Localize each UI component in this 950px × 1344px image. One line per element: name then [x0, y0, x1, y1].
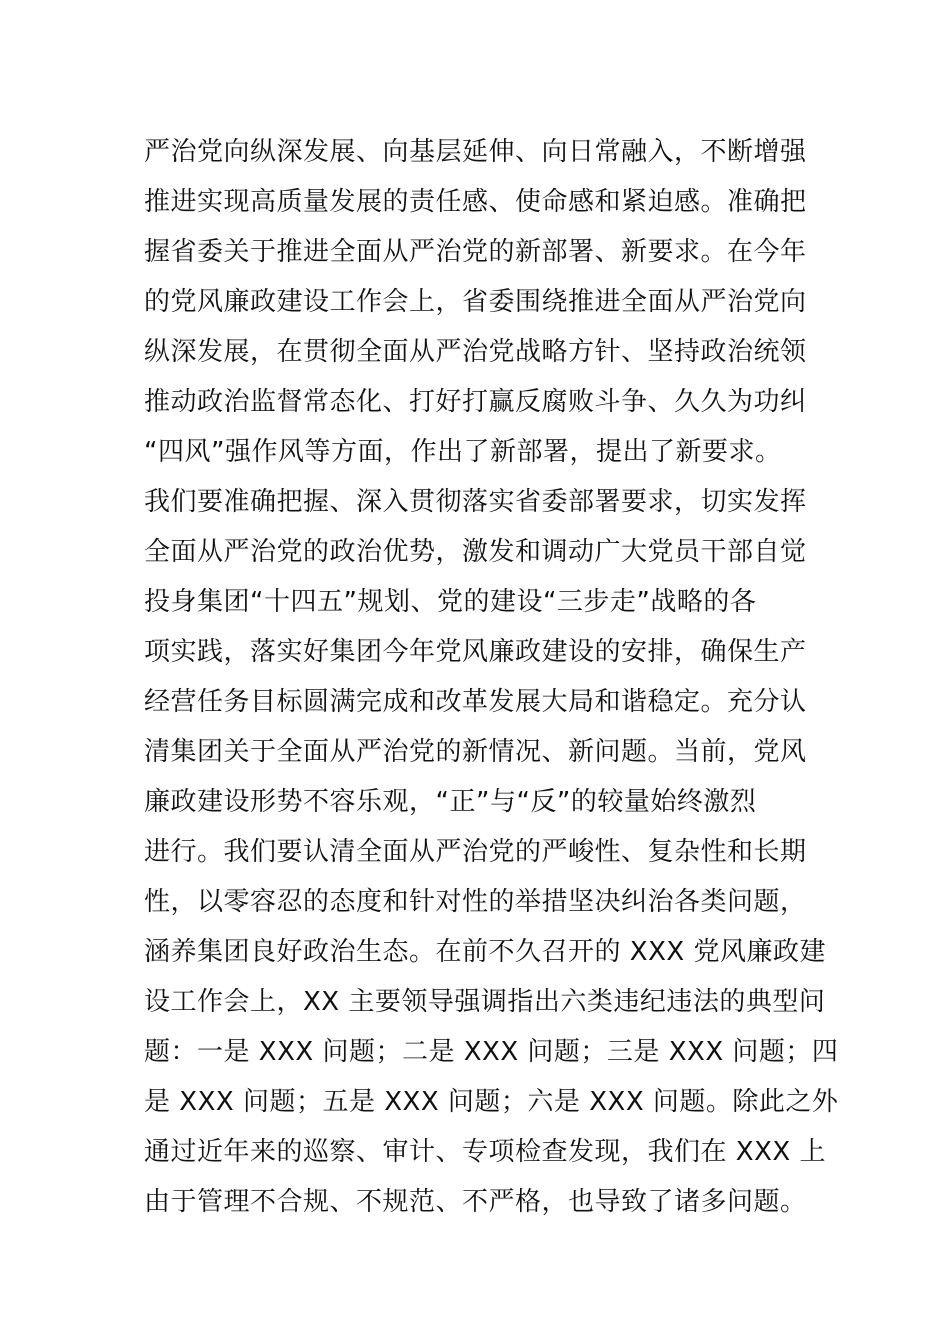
text-line: 清集团关于全面从严治党的新情况、新问题。当前，党风 — [144, 737, 807, 767]
text-line: 通过近年来的巡察、审计、专项检查发现，我们在 XXX 上 — [144, 1137, 826, 1167]
text-line: 由于管理不合规、不规范、不严格，也导致了诸多问题。 — [144, 1187, 807, 1217]
text-line: 题：一是 XXX 问题；二是 XXX 问题；三是 XXX 问题；四 — [144, 1037, 839, 1067]
text-line: 进行。我们要认清全面从严治党的严峻性、复杂性和长期 — [144, 837, 807, 867]
text-line: 是 XXX 问题；五是 XXX 问题；六是 XXX 问题。除此之外 — [144, 1087, 839, 1117]
text-line: “四风”强作风等方面，作出了新部署，提出了新要求。 — [144, 437, 782, 467]
body-text — [144, 127, 839, 1227]
text-line: 握省委关于推进全面从严治党的新部署、新要求。在今年 — [144, 237, 807, 267]
text-line: 投身集团“十四五”规划、党的建设“三步走”战略的各 — [144, 587, 757, 617]
text-line: 设工作会上，XX 主要领导强调指出六类违纪违法的典型问 — [144, 987, 826, 1017]
text-line: 经营任务目标圆满完成和改革发展大局和谐稳定。充分认 — [144, 687, 807, 717]
text-line: 涵养集团良好政治生态。在前不久召开的 XXX 党风廉政建 — [144, 937, 826, 967]
text-line: 推进实现高质量发展的责任感、使命感和紧迫感。准确把 — [144, 187, 807, 217]
text-line: 严治党向纵深发展、向基层延伸、向日常融入，不断增强 — [144, 137, 807, 167]
text-line: 全面从严治党的政治优势，激发和调动广大党员干部自觉 — [144, 537, 807, 567]
text-line: 项实践，落实好集团今年党风廉政建设的安排，确保生产 — [144, 637, 807, 667]
text-line: 我们要准确把握、深入贯彻落实省委部署要求，切实发挥 — [144, 487, 807, 517]
text-line: 推动政治监督常态化、打好打赢反腐败斗争、久久为功纠 — [144, 387, 807, 417]
text-line: 纵深发展，在贯彻全面从严治党战略方针、坚持政治统领 — [144, 337, 807, 367]
text-line: 廉政建设形势不容乐观，“正”与“反”的较量始终激烈 — [144, 787, 757, 817]
text-line: 的党风廉政建设工作会上，省委围绕推进全面从严治党向 — [144, 287, 807, 317]
text-line: 性，以零容忍的态度和针对性的举措坚决纠治各类问题， — [144, 887, 807, 917]
